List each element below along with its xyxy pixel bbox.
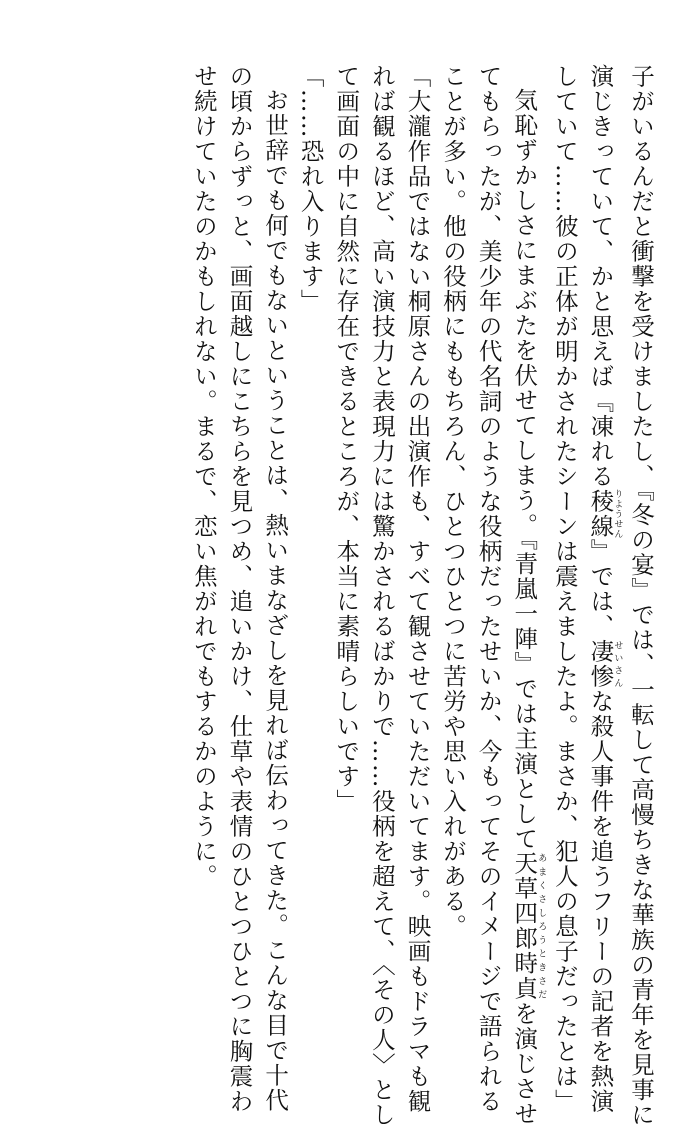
ruby-reading: あまくさしろうときさだ <box>536 850 547 1001</box>
text-segment: 気恥ずかしさにまぶたを伏せてしまう。『青嵐一陣』では主演として <box>510 87 539 851</box>
text-line-7: 「大瀧作品ではない桐原さんの出演作も、すべて観させていただいてます。映画もドラマも観 <box>403 64 432 1114</box>
text-line-5: てもらったが、美少年の代名詞のような役柄だったせいか、今もってそのイメージで語られる <box>474 64 503 1114</box>
text-segment: な殺人事件を追うフリーの記者を熱演 <box>586 689 615 1114</box>
text-line-10: 「……恐れ入ります」 <box>296 64 325 314</box>
ruby-reading: りようせん <box>612 489 623 539</box>
text-segment: を演じさせ <box>510 1000 539 1126</box>
vertical-text-body <box>185 64 658 1127</box>
ruby-base: 稜線 <box>586 489 615 539</box>
text-line-12: の頃からずっと、画面越しにこちらを見つめ、追いかけ、仕草や表情のひとつひとつに胸震わ <box>225 64 254 1114</box>
ruby-base: 天草四郎時貞 <box>510 850 539 1001</box>
text-line-6: ことが多い。他の役柄にももちろん、ひとつひとつに苦労や思い入れがある。 <box>439 64 468 939</box>
text-line-9: て画面の中に自然に存在できるところが、本当に素晴らしいです」 <box>332 64 361 814</box>
ruby-word <box>586 489 623 539</box>
text-segment: 演じきっていて、かと思えば『凍れる <box>586 64 615 489</box>
text-line-11: お世辞でも何でもないということは、熱いまなざしを見れば伝わってきた。こんな目で十代 <box>261 87 290 1113</box>
text-line-2 <box>582 64 623 1114</box>
text-segment: 』では、 <box>586 539 615 639</box>
text-line-1: 子がいるんだと衝撃を受けましたし、『冬の宴』では、一転して高慢ちきな華族の青年を見事に <box>627 64 655 1127</box>
text-line-13: せ続けていたのかもしれない。まるで、恋い焦がれでもするかのように。 <box>189 64 218 889</box>
ruby-base: 凄惨 <box>586 639 615 689</box>
text-line-8: れば観るほど、高い演技力と表現力には驚かされるばかりで……役柄を超えて、〈その人〉とし <box>367 64 396 1127</box>
ruby-word <box>586 639 623 689</box>
text-line-3: していて……彼の正体が明かされたシーンは震えましたよ。まさか、犯人の息子だったとは」 <box>550 64 579 1114</box>
text-line-4 <box>506 64 547 1126</box>
ruby-reading: せいさん <box>612 639 623 689</box>
ruby-word <box>510 850 547 1001</box>
